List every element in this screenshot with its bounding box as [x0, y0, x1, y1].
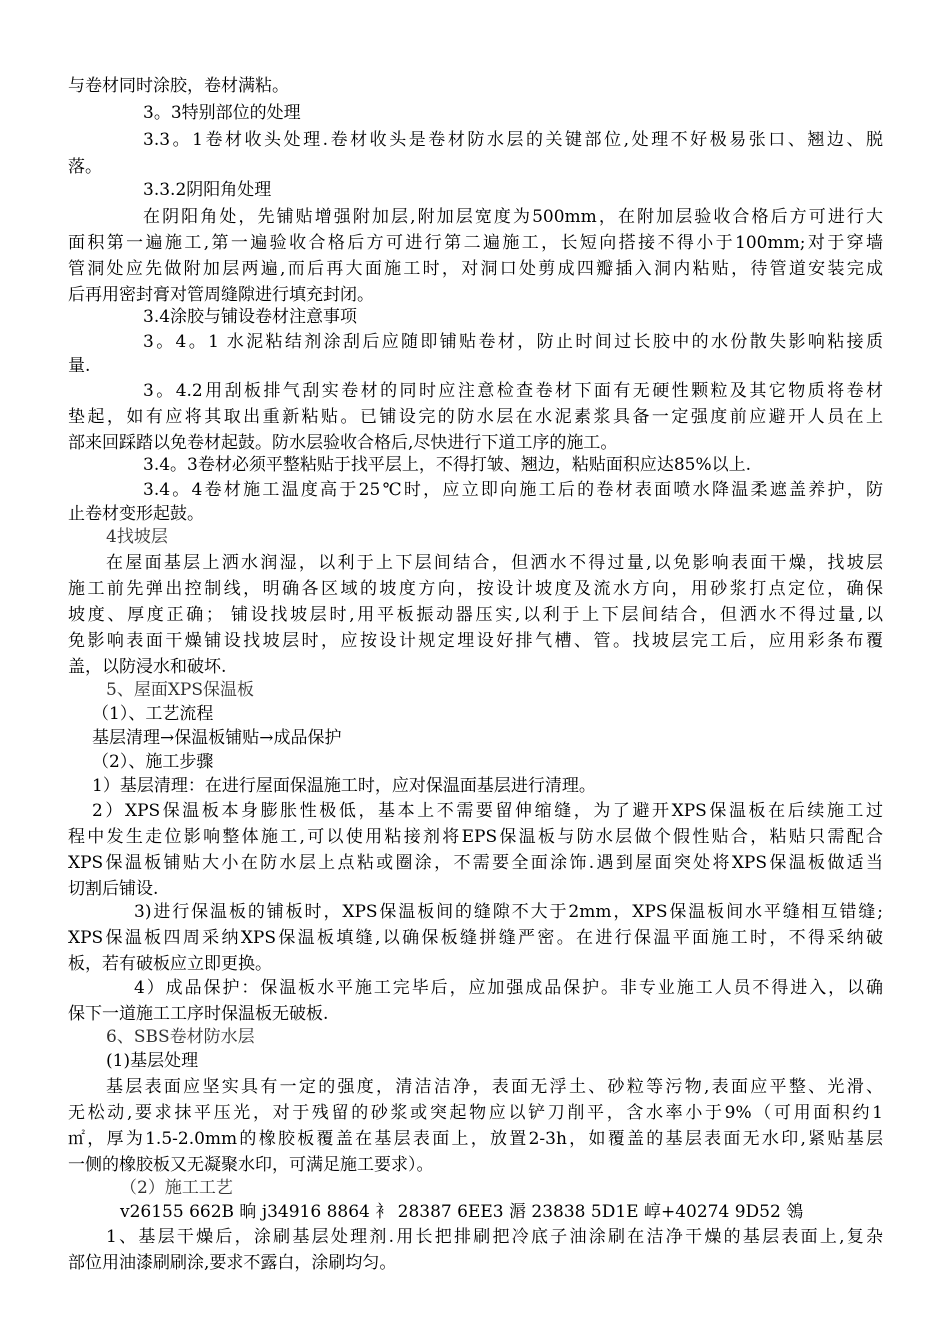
section-heading: 3.4涂胶与铺设卷材注意事项: [143, 307, 358, 327]
text-line: 一侧的橡胶板又无凝聚水印，可满足施工要求）。: [68, 1155, 434, 1175]
text-line: 1）基层清理：在进行屋面保温施工时，应对保温面基层进行清理。: [92, 776, 596, 796]
text-line: 3。4。1 水泥粘结剂涂刮后应随即铺贴卷材，防止时间过长胶中的水份散失影响粘接质: [143, 332, 883, 352]
sub-heading: （2）、施工步骤: [92, 752, 214, 772]
text-line: 基层表面应坚实具有一定的强度，清洁洁净，表面无浮土、砂粒等污物,表面应平整、光滑、: [106, 1077, 883, 1097]
text-line: 与卷材同时涂胶，卷材满粘。: [68, 76, 289, 96]
text-line: 面积第一遍施工,第一遍验收合格后方可进行第二遍施工，长短向搭接不得小于100mm;对于穿墙: [68, 233, 883, 253]
text-line: 在屋面基层上洒水润湿，以利于上下层间结合，但洒水不得过量,以免影响表面干燥，找坡层: [106, 553, 883, 573]
text-line: 3.3。1卷材收头处理.卷材收头是卷材防水层的关键部位,处理不好极易张口、翘边、脱: [143, 130, 883, 150]
text-line: 2）XPS保温板本身膨胀性极低，基本上不需要留伸缩缝，为了避开XPS保温板在后续施工过: [92, 801, 883, 821]
text-line: XPS保温板铺贴大小在防水层上点粘或圈涂，不需要全面涂饰.遇到屋面突处将XPS保温板做适当: [68, 853, 883, 873]
text-line: 板，若有破板应立即更换。: [68, 954, 272, 974]
sub-heading: (1)基层处理: [106, 1051, 199, 1071]
text-line: 3。4.2用刮板排气刮实卷材的同时应注意检查卷材下面有无硬性颗粒及其它物质将卷材: [143, 381, 883, 401]
text-line: 止卷材变形起鼓。: [68, 504, 204, 524]
text-line: 无松动,要求抹平压光，对于残留的砂浆或突起物应以铲刀削平，含水率小于9%（可用面积约1: [68, 1103, 883, 1123]
text-line: 3)进行保温板的铺板时，XPS保温板间的缝隙不大于2mm，XPS保温板间水平缝相互错缝;: [134, 902, 883, 922]
section-heading: 3。3特别部位的处理: [143, 103, 301, 123]
text-line: 施工前先弹出控制线，明确各区域的坡度方向，按设计坡度及流水方向，用砂浆打点定位，确保: [68, 579, 883, 599]
section-heading: 5、屋面XPS保温板: [106, 680, 255, 700]
text-line: 切割后铺设.: [68, 879, 159, 899]
section-heading: 6、SBS卷材防水层: [106, 1027, 255, 1047]
text-line: XPS保温板四周采纳XPS保温板填缝,以确保板缝拼缝严密。在进行保温平面施工时，不得采纳破: [68, 928, 883, 948]
text-line: 盖，以防浸水和破坏.: [68, 657, 227, 677]
text-line: 3.4。3卷材必须平整粘贴于找平层上，不得打皱、翘边，粘贴面积应达85%以上.: [143, 455, 752, 475]
section-heading: 4找坡层: [106, 527, 168, 547]
text-line: 部位用油漆刷刷涂,要求不露白，涂刷均匀。: [68, 1253, 397, 1273]
text-line: 落。: [68, 157, 102, 177]
sub-heading: （2）施工工艺: [120, 1178, 233, 1198]
text-line: 管洞处应先做附加层两遍,而后再大面施工时，对洞口处剪成四瓣插入洞内粘贴，待管道安装完成: [68, 259, 883, 279]
text-line: 保下一道施工工序时保温板无破板.: [68, 1004, 329, 1024]
text-line: 基层清理→保温板铺贴→成品保护: [92, 728, 342, 748]
text-line: 后再用密封膏对管周缝隙进行填充封闭。: [68, 285, 374, 305]
text-line: 1、基层干燥后，涂刷基层处理剂.用长把排刷把冷底子油涂刷在洁净干燥的基层表面上,复杂: [106, 1227, 883, 1247]
text-line: 量.: [68, 356, 91, 376]
sub-heading: （1）、工艺流程: [92, 704, 214, 724]
text-line: 4）成品保护：保温板水平施工完毕后，应加强成品保护。非专业施工人员不得进入，以确: [134, 978, 883, 998]
text-line: 免影响表面干燥铺设找坡层时，应按设计规定埋设好排气槽、管。找坡层完工后，应用彩条布覆: [68, 631, 883, 651]
text-line: 部来回踩踏以免卷材起鼓。防水层验收合格后,尽快进行下道工序的施工。: [68, 433, 618, 453]
text-line: 3.4。4卷材施工温度高于25℃时，应立即向施工后的卷材表面喷水降温柔遮盖养护，防: [143, 480, 883, 500]
encoded-text-line: v26155 662B 晌 j34916 8864 衤 28387 6EE3 滣 23838 5D1E 崞+40274 9D52 鴒: [120, 1202, 804, 1222]
text-line: 在阴阳角处，先铺贴增强附加层,附加层宽度为500mm，在附加层验收合格后方可进行大: [143, 207, 883, 227]
text-line: 坡度、厚度正确； 铺设找坡层时,用平板振动器压实,以利于上下层间结合，但洒水不得过量,以: [68, 605, 883, 625]
text-line: 程中发生走位影响整体施工,可以使用粘接剂将EPS保温板与防水层做个假性贴合，粘贴只需配合: [68, 827, 883, 847]
text-line: ㎡，厚为1.5-2.0mm的橡胶板覆盖在基层表面上，放置2-3h，如覆盖的基层表面无水印,紧贴基层: [68, 1129, 883, 1149]
text-line: 垫起，如有应将其取出重新粘贴。已铺设完的防水层在水泥素浆具备一定强度前应避开人员在上: [68, 407, 883, 427]
section-heading: 3.3.2阴阳角处理: [143, 180, 272, 200]
